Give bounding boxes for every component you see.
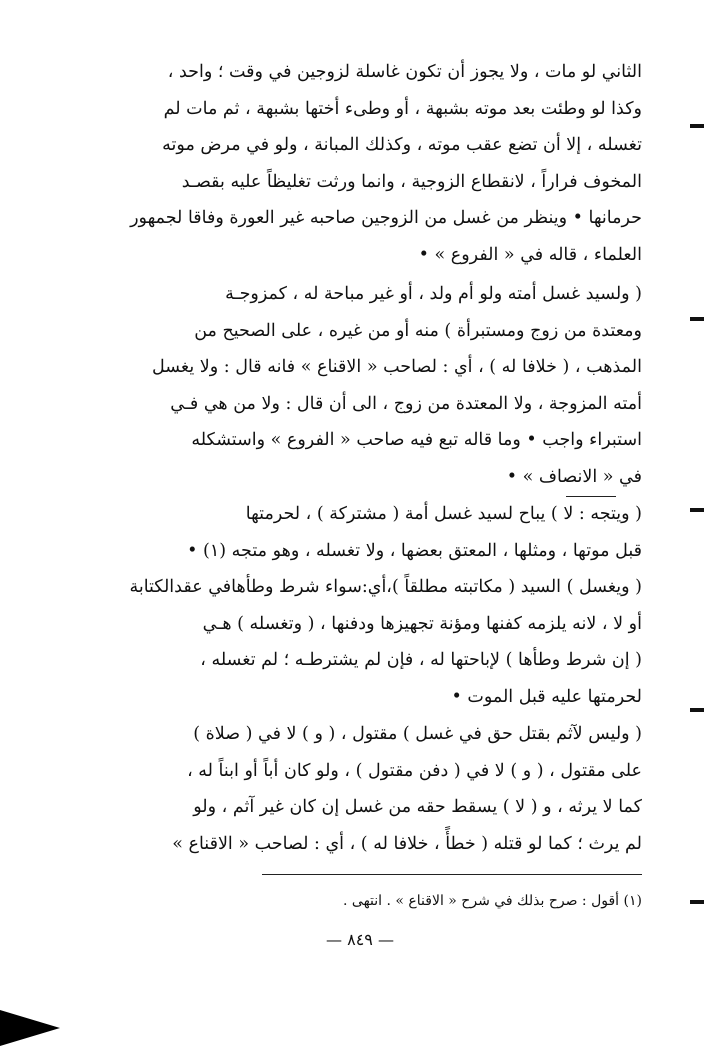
margin-mark xyxy=(690,124,704,128)
text-line: العلماء ، قاله في « الفروع » • xyxy=(418,244,642,265)
text-line: أو لا ، لانه يلزمه كفنها ومؤنة تجهيزها ودفنها ، ( وتغسله ) هـي xyxy=(202,613,642,634)
text-line: ( ولسيد غسل أمته ولو أم ولد ، أو غير مباحة له ، كمزوجـة xyxy=(225,284,642,304)
text-line: لحرمتها عليه قبل الموت • xyxy=(451,686,642,707)
text-line: ( ويتجه : لا ) يباح لسيد غسل أمة ( مشتركة ) ، لحرمتها xyxy=(245,504,642,524)
text-line: على مقتول ، ( و ) لا في ( دفن مقتول ) ، ولو كان أباً أو ابناً له ، xyxy=(187,760,642,781)
text-line: في « الانصاف » • xyxy=(506,466,642,487)
corner-mark xyxy=(0,1010,60,1046)
page-number: — ٨٤٩ — xyxy=(326,930,394,949)
text-line: ( إن شرط وطأها ) لإباحتها له ، فإن لم يشترطـه ؛ لم تغسله ، xyxy=(200,650,642,670)
footnote-divider xyxy=(262,874,642,875)
margin-mark xyxy=(690,508,704,512)
text-line: ومعتدة من زوج ومستبرأة ) منه أو من غيره ، على الصحيح من xyxy=(194,320,642,341)
text-line: تغسله ، إلا أن تضع عقب موته ، وكذلك المبانة ، ولو في مرض موته xyxy=(162,135,642,155)
margin-mark xyxy=(690,708,704,712)
text-line: ( وليس لآثم بقتل حق في غسل ) مقتول ، ( و ) لا في ( صلاة ) xyxy=(193,724,642,744)
paragraph-4 xyxy=(124,716,642,862)
paragraph-1 xyxy=(124,54,642,273)
text-line: قبل موتها ، ومثلها ، المعتق بعضها ، ولا تغسله ، وهو متجه (١) • xyxy=(187,540,642,561)
paragraph-2 xyxy=(124,276,642,495)
text-line: استبراء واجب • وما قاله تبع فيه صاحب « الفروع » واستشكله xyxy=(191,430,642,450)
margin-mark xyxy=(690,317,704,321)
text-line: أمته المزوجة ، ولا المعتدة من زوج ، الى أن قال : ولا من هي فـي xyxy=(170,393,642,414)
text-line: كما لا يرثه ، و ( لا ) يسقط حقه من غسل إن كان غير آثم ، ولو xyxy=(193,797,642,817)
margin-mark xyxy=(690,900,704,904)
text-line: المذهب ، ( خلافا له ) ، أي : لصاحب « الاقناع » فانه قال : ولا يغسل xyxy=(152,357,642,377)
text-line: الثاني لو مات ، ولا يجوز أن تكون غاسلة لزوجين في وقت ؛ واحد ، xyxy=(167,62,642,82)
footnote: (١) أقول : صرح بذلك في شرح « الاقناع » . انتهى . xyxy=(343,893,642,909)
text-line: ( ويغسل ) السيد ( مكاتبته مطلقاً )،أي:سواء شرط وطأهافي عقدالكتابة xyxy=(129,577,642,597)
paragraph-3 xyxy=(124,496,642,715)
text-line: حرمانها • وينظر من غسل من الزوجين صاحبه غير العورة وفاقا لجمهور xyxy=(130,208,642,228)
text-line: لم يرث ؛ كما لو قتله ( خطأً ، خلافا له ) ، أي : لصاحب « الاقناع » xyxy=(172,833,642,854)
text-line: المخوف فراراً ، لانقطاع الزوجية ، وانما ورثت تغليظاً عليه بقصـد xyxy=(181,171,642,192)
text-line: وكذا لو وطئت بعد موته بشبهة ، أو وطىء أختها بشبهة ، ثم مات لم xyxy=(163,98,642,119)
